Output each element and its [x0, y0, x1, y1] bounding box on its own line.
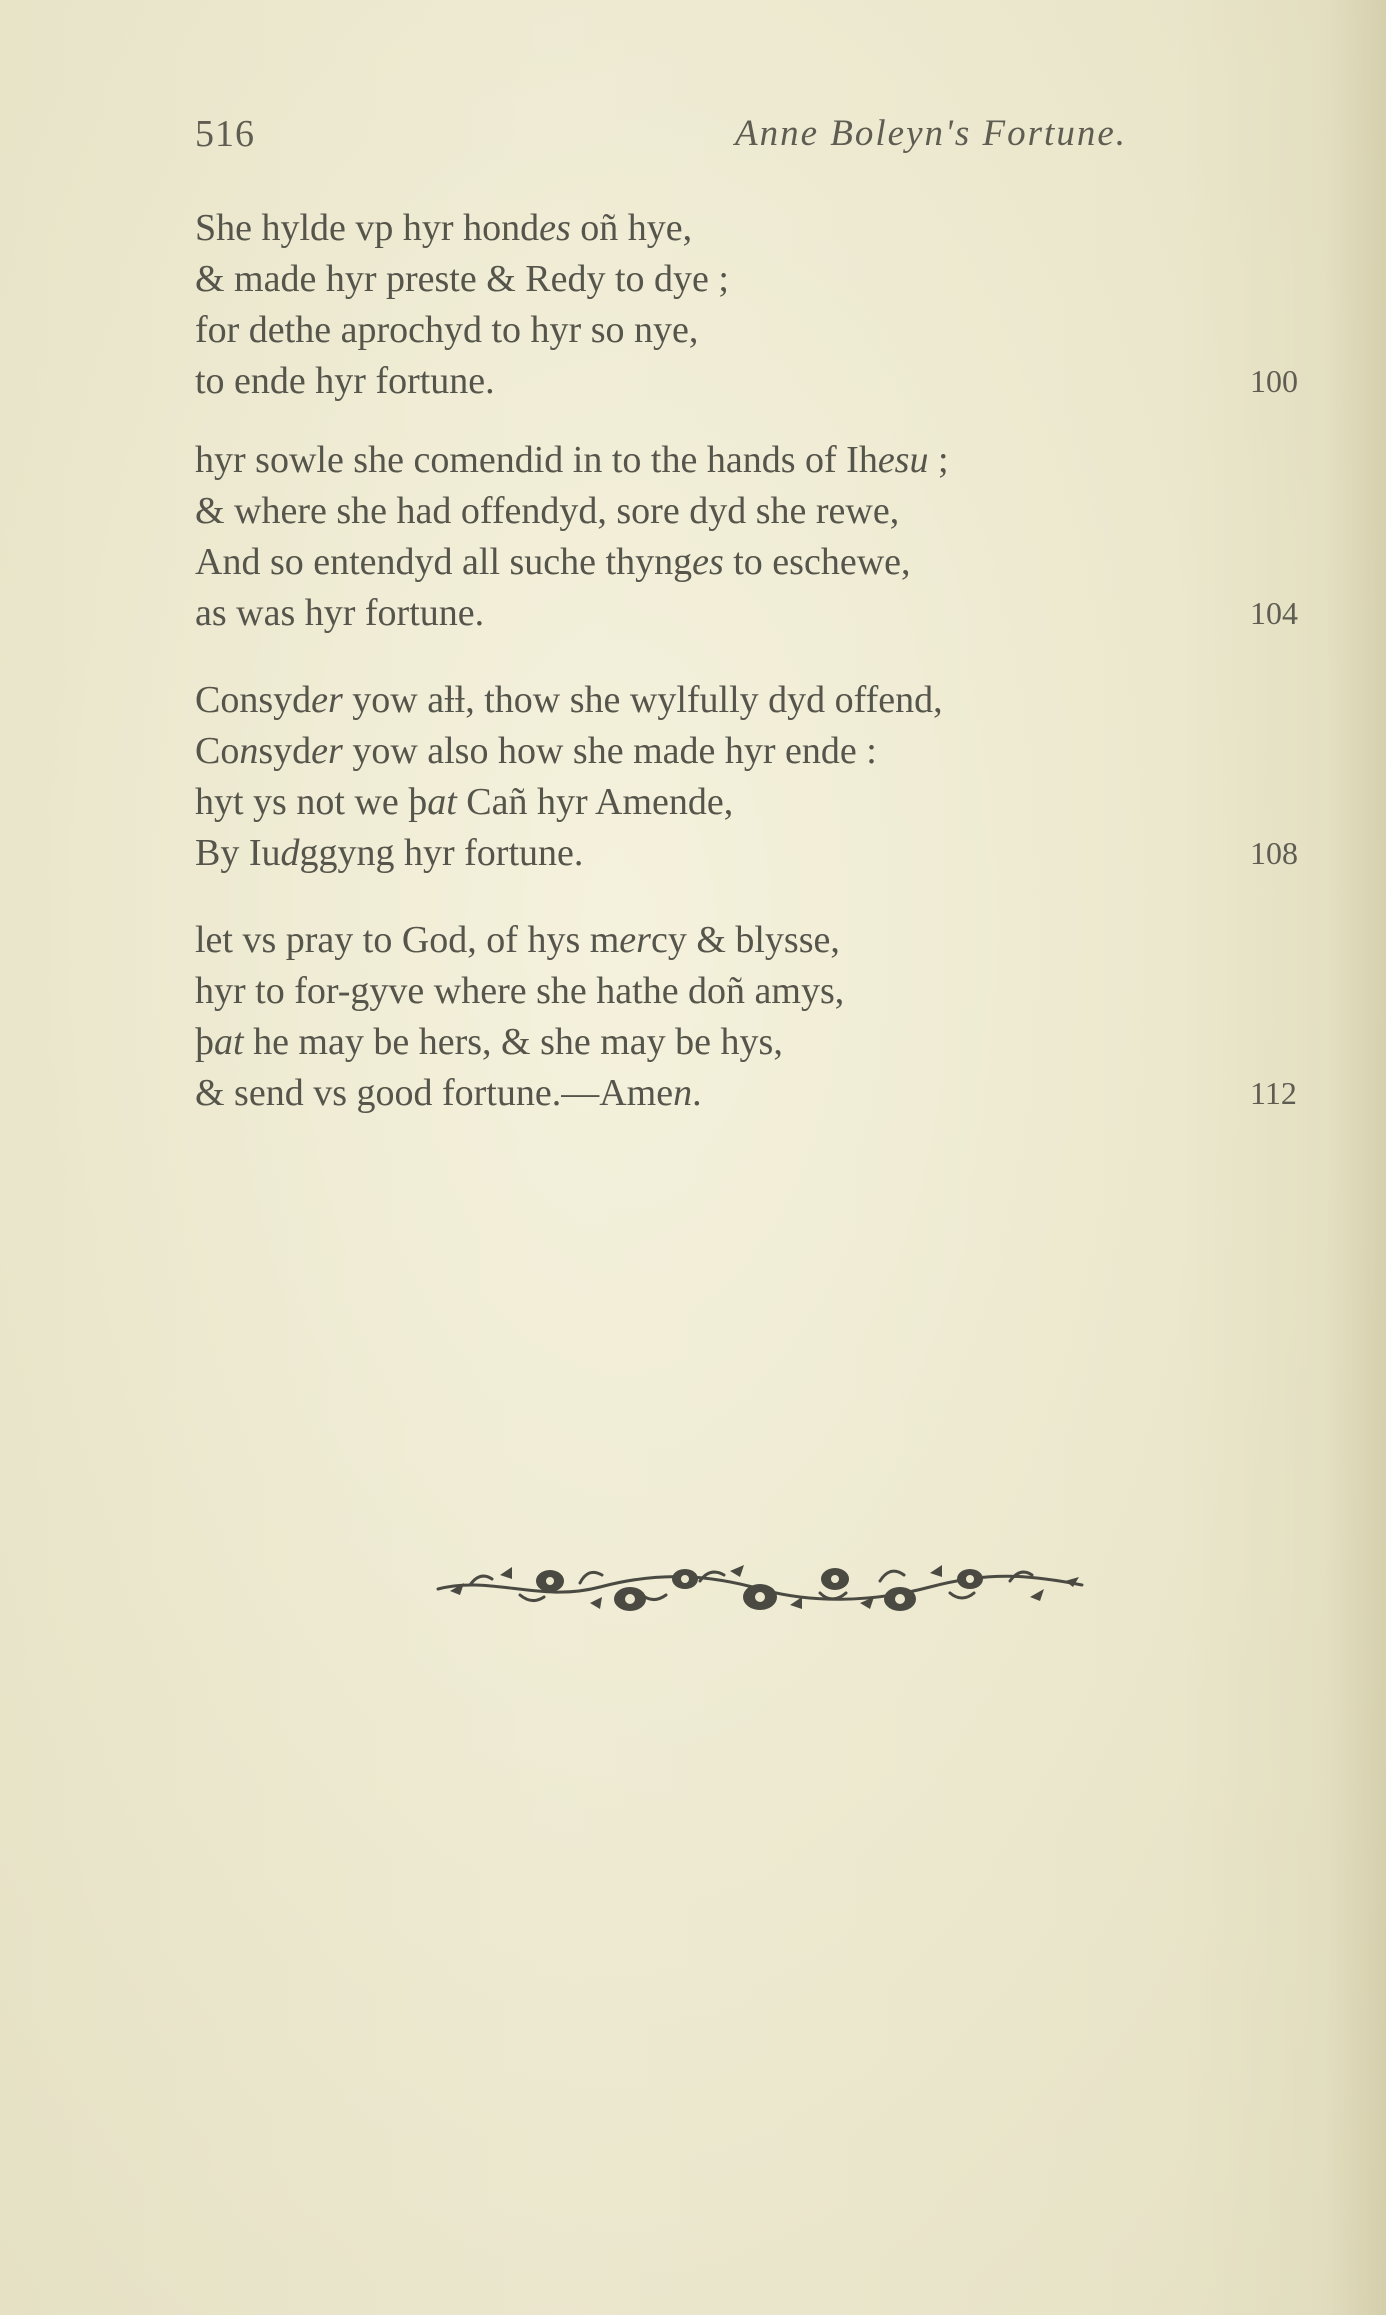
- verse-line: [195, 537, 1315, 588]
- verse-text: By Iudggyng hyr fortune.: [195, 832, 584, 874]
- floral-vine-ornament-icon: [430, 1545, 1090, 1625]
- verse-line: [195, 486, 1315, 537]
- stanza-3: [195, 675, 1315, 879]
- line-number: 112: [1250, 1075, 1297, 1111]
- verse-line: [195, 305, 1315, 356]
- verse-text: hyt ys not we þat Cañ hyr Amende,: [195, 781, 734, 823]
- line-number: 108: [1250, 835, 1298, 871]
- verse-text: to ende hyr fortune.: [195, 360, 495, 402]
- verse-line: [195, 356, 1315, 407]
- verse-line: [195, 966, 1315, 1017]
- verse-line: [195, 828, 1315, 879]
- page-number: 516: [195, 113, 255, 155]
- verse-line: [195, 1068, 1315, 1119]
- verse-line: [195, 435, 1315, 486]
- verse-line: [195, 254, 1315, 305]
- verse-text: hyr sowle she comendid in to the hands of Ihesu ;: [195, 439, 949, 481]
- verse-text: þat he may be hers, & she may be hys,: [195, 1021, 783, 1063]
- stanza-2: [195, 435, 1315, 639]
- stanza-4: [195, 915, 1315, 1119]
- verse-text: & where she had offendyd, sore dyd she rewe,: [195, 490, 900, 532]
- verse-line: [195, 777, 1315, 828]
- verse-text: let vs pray to God, of hys mercy & blysse,: [195, 919, 840, 961]
- page-edge-shadow: [1326, 0, 1386, 2315]
- verse-text: Consyder yow aƚƚ, thow she wylfully dyd offend,: [195, 679, 943, 721]
- line-number: 104: [1250, 595, 1298, 631]
- verse-text: & made hyr preste & Redy to dye ;: [195, 258, 729, 300]
- verse-text: hyr to for-gyve where she hathe doñ amys,: [195, 970, 845, 1012]
- verse-text: for dethe aprochyd to hyr so nye,: [195, 309, 699, 351]
- running-head: [195, 112, 1315, 162]
- verse-line: [195, 726, 1315, 777]
- verse-text: & send vs good fortune.—Amen.: [195, 1072, 702, 1114]
- verse-text: And so entendyd all suche thynges to eschewe,: [195, 541, 911, 583]
- running-title: Anne Boleyn's Fortune.: [735, 113, 1128, 154]
- line-number: 100: [1250, 363, 1298, 399]
- verse-line: [195, 1017, 1315, 1068]
- verse-text: as was hyr fortune.: [195, 592, 485, 634]
- verse-line: [195, 675, 1315, 726]
- stanza-1: [195, 203, 1315, 407]
- verse-text: Consyder yow also how she made hyr ende :: [195, 730, 877, 772]
- verse-line: [195, 588, 1315, 639]
- verse-line: [195, 203, 1315, 254]
- verse-text: She hylde vp hyr hondes oñ hye,: [195, 207, 693, 249]
- verse-line: [195, 915, 1315, 966]
